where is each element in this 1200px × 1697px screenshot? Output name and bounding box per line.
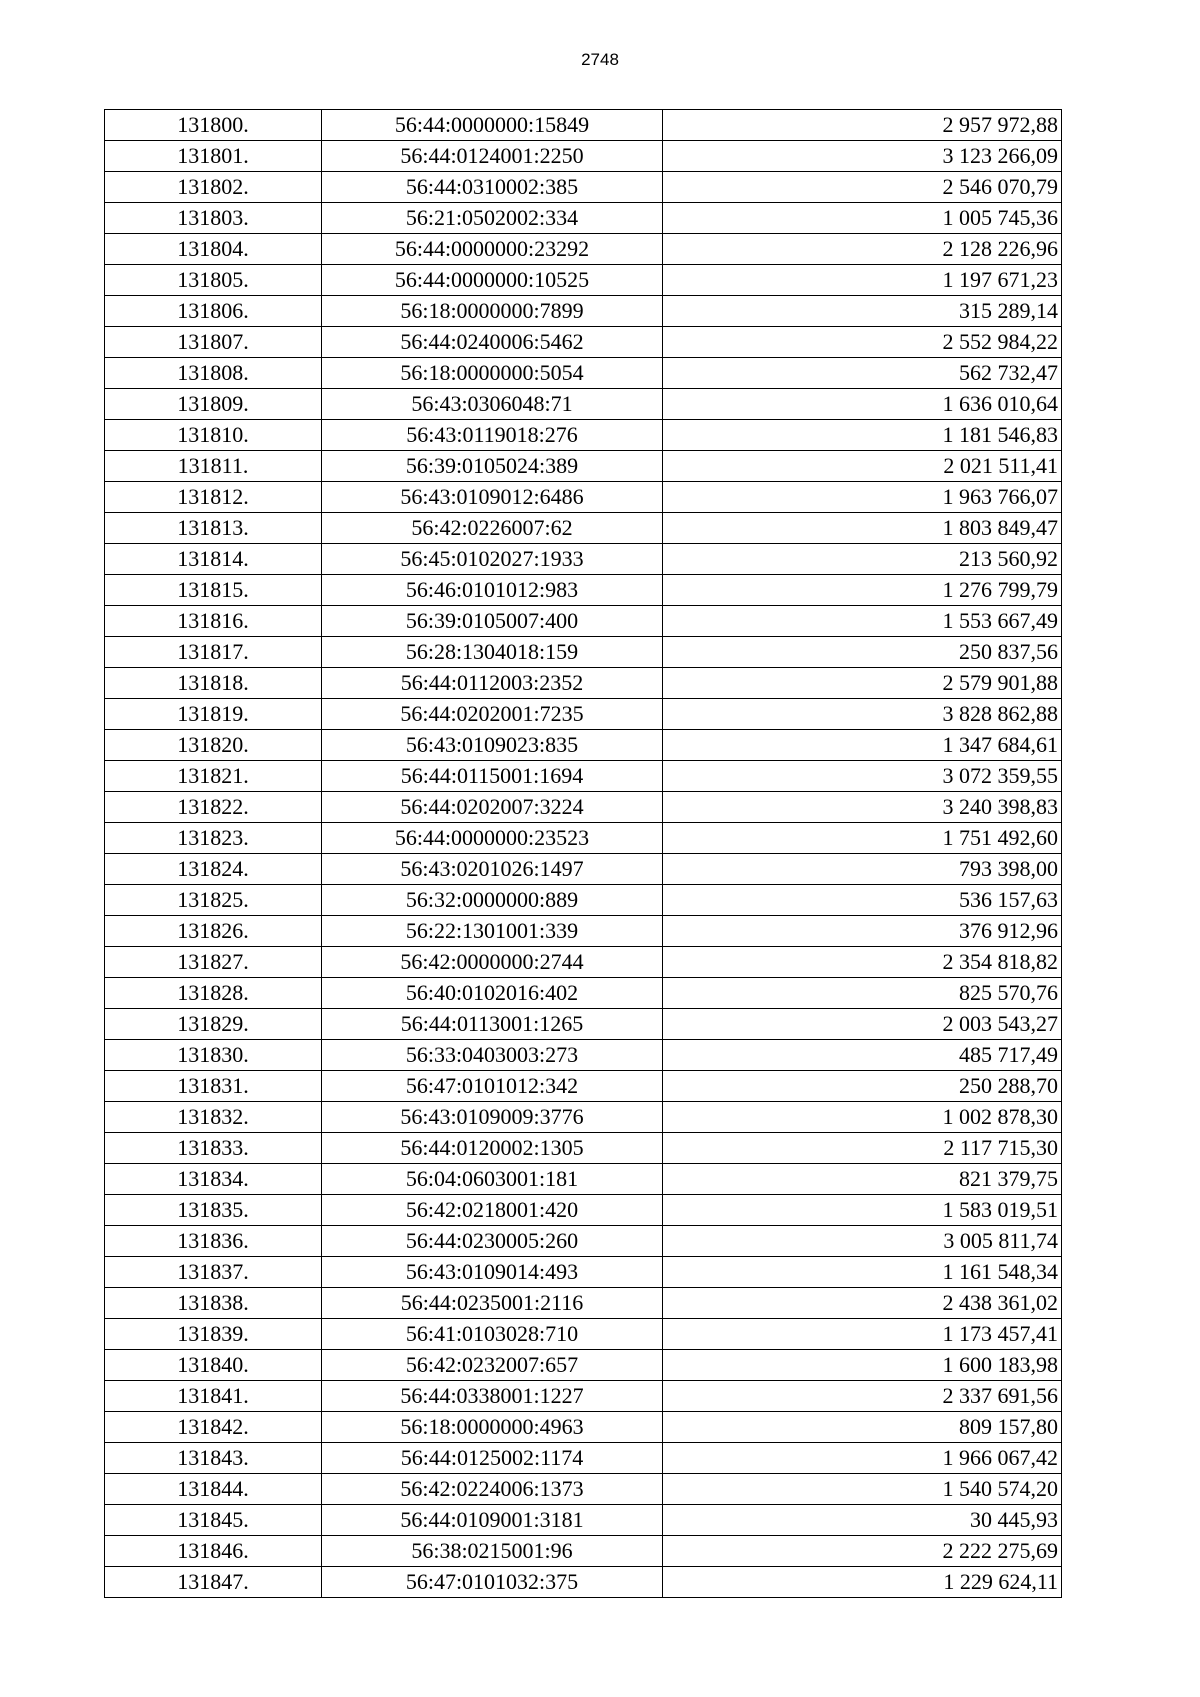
table-row: [105, 1350, 1062, 1381]
cadastral-value-cell: 485 717,49: [663, 1040, 1062, 1071]
cadastral-number-cell: 56:32:0000000:889: [322, 885, 663, 916]
cadastral-number-cell: 56:44:0000000:23523: [322, 823, 663, 854]
cadastral-value-cell: 2 579 901,88: [663, 668, 1062, 699]
table-row: [105, 1102, 1062, 1133]
row-number-cell: 131816.: [105, 606, 322, 637]
cadastral-value-cell: 2 546 070,79: [663, 172, 1062, 203]
row-number-cell: 131828.: [105, 978, 322, 1009]
cadastral-number-cell: 56:33:0403003:273: [322, 1040, 663, 1071]
cadastral-value-cell: 809 157,80: [663, 1412, 1062, 1443]
row-number-cell: 131842.: [105, 1412, 322, 1443]
cadastral-number-cell: 56:44:0120002:1305: [322, 1133, 663, 1164]
table-row: [105, 978, 1062, 1009]
cadastral-number-cell: 56:44:0112003:2352: [322, 668, 663, 699]
table-row: [105, 854, 1062, 885]
cadastral-number-cell: 56:42:0226007:62: [322, 513, 663, 544]
cadastral-value-cell: 3 828 862,88: [663, 699, 1062, 730]
cadastral-value-cell: 2 222 275,69: [663, 1536, 1062, 1567]
row-number-cell: 131802.: [105, 172, 322, 203]
cadastral-value-cell: 2 337 691,56: [663, 1381, 1062, 1412]
table-row: [105, 1474, 1062, 1505]
cadastral-value-cell: 1 002 878,30: [663, 1102, 1062, 1133]
cadastral-number-cell: 56:44:0202007:3224: [322, 792, 663, 823]
cadastral-value-cell: 2 957 972,88: [663, 110, 1062, 141]
table-row: [105, 916, 1062, 947]
page-number: 2748: [581, 50, 619, 69]
cadastral-number-cell: 56:18:0000000:4963: [322, 1412, 663, 1443]
table-row: [105, 668, 1062, 699]
row-number-cell: 131841.: [105, 1381, 322, 1412]
table-row: [105, 1164, 1062, 1195]
row-number-cell: 131800.: [105, 110, 322, 141]
cadastral-value-cell: 250 837,56: [663, 637, 1062, 668]
cadastral-number-cell: 56:44:0235001:2116: [322, 1288, 663, 1319]
table-row: [105, 1567, 1062, 1598]
row-number-cell: 131815.: [105, 575, 322, 606]
row-number-cell: 131808.: [105, 358, 322, 389]
cadastral-number-cell: 56:28:1304018:159: [322, 637, 663, 668]
cadastral-number-cell: 56:44:0113001:1265: [322, 1009, 663, 1040]
cadastral-value-cell: 1 540 574,20: [663, 1474, 1062, 1505]
cadastral-value-cell: 3 240 398,83: [663, 792, 1062, 823]
row-number-cell: 131838.: [105, 1288, 322, 1319]
cadastral-value-cell: 1 181 546,83: [663, 420, 1062, 451]
cadastral-number-cell: 56:18:0000000:5054: [322, 358, 663, 389]
table-row: [105, 1009, 1062, 1040]
cadastral-value-table: [104, 109, 1062, 1598]
row-number-cell: 131827.: [105, 947, 322, 978]
cadastral-number-cell: 56:21:0502002:334: [322, 203, 663, 234]
cadastral-number-cell: 56:44:0000000:23292: [322, 234, 663, 265]
cadastral-value-cell: 1 963 766,07: [663, 482, 1062, 513]
table-row: [105, 1443, 1062, 1474]
cadastral-number-cell: 56:44:0000000:15849: [322, 110, 663, 141]
table-row: [105, 606, 1062, 637]
table-row: [105, 1505, 1062, 1536]
row-number-cell: 131829.: [105, 1009, 322, 1040]
cadastral-number-cell: 56:44:0109001:3181: [322, 1505, 663, 1536]
cadastral-value-cell: 1 347 684,61: [663, 730, 1062, 761]
cadastral-number-cell: 56:43:0109023:835: [322, 730, 663, 761]
table-row: [105, 823, 1062, 854]
cadastral-value-cell: 821 379,75: [663, 1164, 1062, 1195]
row-number-cell: 131825.: [105, 885, 322, 916]
row-number-cell: 131833.: [105, 1133, 322, 1164]
cadastral-value-cell: 793 398,00: [663, 854, 1062, 885]
cadastral-value-cell: 3 072 359,55: [663, 761, 1062, 792]
cadastral-value-cell: 213 560,92: [663, 544, 1062, 575]
cadastral-number-cell: 56:47:0101032:375: [322, 1567, 663, 1598]
row-number-cell: 131843.: [105, 1443, 322, 1474]
table-row: [105, 389, 1062, 420]
table-row: [105, 482, 1062, 513]
table-row: [105, 234, 1062, 265]
table-row: [105, 358, 1062, 389]
row-number-cell: 131801.: [105, 141, 322, 172]
cadastral-value-cell: 2 003 543,27: [663, 1009, 1062, 1040]
table-row: [105, 885, 1062, 916]
cadastral-value-cell: 2 552 984,22: [663, 327, 1062, 358]
cadastral-value-cell: 1 553 667,49: [663, 606, 1062, 637]
table-row: [105, 730, 1062, 761]
row-number-cell: 131836.: [105, 1226, 322, 1257]
table-row: [105, 1381, 1062, 1412]
cadastral-value-cell: 1 751 492,60: [663, 823, 1062, 854]
row-number-cell: 131844.: [105, 1474, 322, 1505]
cadastral-value-cell: 250 288,70: [663, 1071, 1062, 1102]
cadastral-number-cell: 56:43:0109014:493: [322, 1257, 663, 1288]
table-row: [105, 1412, 1062, 1443]
cadastral-number-cell: 56:42:0000000:2744: [322, 947, 663, 978]
row-number-cell: 131839.: [105, 1319, 322, 1350]
row-number-cell: 131824.: [105, 854, 322, 885]
table-row: [105, 203, 1062, 234]
row-number-cell: 131832.: [105, 1102, 322, 1133]
table-row: [105, 265, 1062, 296]
cadastral-number-cell: 56:18:0000000:7899: [322, 296, 663, 327]
cadastral-value-cell: 1 161 548,34: [663, 1257, 1062, 1288]
row-number-cell: 131809.: [105, 389, 322, 420]
cadastral-value-cell: 30 445,93: [663, 1505, 1062, 1536]
row-number-cell: 131803.: [105, 203, 322, 234]
row-number-cell: 131818.: [105, 668, 322, 699]
cadastral-value-cell: 1 276 799,79: [663, 575, 1062, 606]
cadastral-number-cell: 56:44:0230005:260: [322, 1226, 663, 1257]
cadastral-value-cell: 2 021 511,41: [663, 451, 1062, 482]
row-number-cell: 131847.: [105, 1567, 322, 1598]
row-number-cell: 131821.: [105, 761, 322, 792]
cadastral-number-cell: 56:44:0310002:385: [322, 172, 663, 203]
table-row: [105, 513, 1062, 544]
cadastral-number-cell: 56:43:0109009:3776: [322, 1102, 663, 1133]
cadastral-value-cell: 3 005 811,74: [663, 1226, 1062, 1257]
cadastral-value-cell: 1 005 745,36: [663, 203, 1062, 234]
table-row: [105, 141, 1062, 172]
row-number-cell: 131823.: [105, 823, 322, 854]
row-number-cell: 131810.: [105, 420, 322, 451]
cadastral-number-cell: 56:44:0125002:1174: [322, 1443, 663, 1474]
cadastral-number-cell: 56:45:0102027:1933: [322, 544, 663, 575]
cadastral-number-cell: 56:43:0306048:71: [322, 389, 663, 420]
cadastral-value-cell: 1 173 457,41: [663, 1319, 1062, 1350]
table-row: [105, 575, 1062, 606]
cadastral-number-cell: 56:22:1301001:339: [322, 916, 663, 947]
cadastral-number-cell: 56:41:0103028:710: [322, 1319, 663, 1350]
table-row: [105, 1133, 1062, 1164]
cadastral-value-cell: 1 197 671,23: [663, 265, 1062, 296]
cadastral-number-cell: 56:47:0101012:342: [322, 1071, 663, 1102]
cadastral-number-cell: 56:42:0218001:420: [322, 1195, 663, 1226]
cadastral-number-cell: 56:44:0338001:1227: [322, 1381, 663, 1412]
cadastral-number-cell: 56:44:0124001:2250: [322, 141, 663, 172]
cadastral-number-cell: 56:43:0119018:276: [322, 420, 663, 451]
table-row: [105, 1319, 1062, 1350]
table-row: [105, 699, 1062, 730]
row-number-cell: 131807.: [105, 327, 322, 358]
cadastral-value-cell: 376 912,96: [663, 916, 1062, 947]
row-number-cell: 131805.: [105, 265, 322, 296]
cadastral-value-cell: 315 289,14: [663, 296, 1062, 327]
row-number-cell: 131837.: [105, 1257, 322, 1288]
row-number-cell: 131817.: [105, 637, 322, 668]
cadastral-number-cell: 56:43:0109012:6486: [322, 482, 663, 513]
cadastral-number-cell: 56:44:0115001:1694: [322, 761, 663, 792]
cadastral-value-cell: 1 583 019,51: [663, 1195, 1062, 1226]
table-row: [105, 110, 1062, 141]
cadastral-number-cell: 56:42:0232007:657: [322, 1350, 663, 1381]
table-row: [105, 172, 1062, 203]
cadastral-value-cell: 2 128 226,96: [663, 234, 1062, 265]
table-row: [105, 947, 1062, 978]
table-row: [105, 451, 1062, 482]
table-body: [105, 110, 1062, 1598]
cadastral-value-cell: 1 803 849,47: [663, 513, 1062, 544]
row-number-cell: 131830.: [105, 1040, 322, 1071]
table-row: [105, 1257, 1062, 1288]
table-row: [105, 637, 1062, 668]
row-number-cell: 131806.: [105, 296, 322, 327]
cadastral-number-cell: 56:39:0105024:389: [322, 451, 663, 482]
table-row: [105, 761, 1062, 792]
cadastral-number-cell: 56:04:0603001:181: [322, 1164, 663, 1195]
row-number-cell: 131820.: [105, 730, 322, 761]
cadastral-value-cell: 2 117 715,30: [663, 1133, 1062, 1164]
row-number-cell: 131822.: [105, 792, 322, 823]
cadastral-number-cell: 56:44:0202001:7235: [322, 699, 663, 730]
cadastral-value-cell: 1 600 183,98: [663, 1350, 1062, 1381]
table-row: [105, 1040, 1062, 1071]
row-number-cell: 131846.: [105, 1536, 322, 1567]
cadastral-number-cell: 56:42:0224006:1373: [322, 1474, 663, 1505]
row-number-cell: 131819.: [105, 699, 322, 730]
table-row: [105, 544, 1062, 575]
table-row: [105, 296, 1062, 327]
row-number-cell: 131814.: [105, 544, 322, 575]
table-row: [105, 327, 1062, 358]
row-number-cell: 131811.: [105, 451, 322, 482]
table-row: [105, 1071, 1062, 1102]
cadastral-value-cell: 2 438 361,02: [663, 1288, 1062, 1319]
cadastral-value-cell: 562 732,47: [663, 358, 1062, 389]
row-number-cell: 131845.: [105, 1505, 322, 1536]
row-number-cell: 131826.: [105, 916, 322, 947]
row-number-cell: 131835.: [105, 1195, 322, 1226]
table-row: [105, 1536, 1062, 1567]
cadastral-number-cell: 56:44:0000000:10525: [322, 265, 663, 296]
table-row: [105, 1226, 1062, 1257]
row-number-cell: 131812.: [105, 482, 322, 513]
table-row: [105, 1288, 1062, 1319]
cadastral-value-cell: 536 157,63: [663, 885, 1062, 916]
row-number-cell: 131840.: [105, 1350, 322, 1381]
cadastral-number-cell: 56:40:0102016:402: [322, 978, 663, 1009]
table-row: [105, 792, 1062, 823]
row-number-cell: 131804.: [105, 234, 322, 265]
cadastral-number-cell: 56:39:0105007:400: [322, 606, 663, 637]
row-number-cell: 131834.: [105, 1164, 322, 1195]
table-row: [105, 1195, 1062, 1226]
cadastral-value-cell: 825 570,76: [663, 978, 1062, 1009]
cadastral-number-cell: 56:38:0215001:96: [322, 1536, 663, 1567]
cadastral-number-cell: 56:46:0101012:983: [322, 575, 663, 606]
cadastral-value-cell: 1 966 067,42: [663, 1443, 1062, 1474]
row-number-cell: 131813.: [105, 513, 322, 544]
row-number-cell: 131831.: [105, 1071, 322, 1102]
cadastral-value-cell: 1 229 624,11: [663, 1567, 1062, 1598]
cadastral-number-cell: 56:43:0201026:1497: [322, 854, 663, 885]
cadastral-value-cell: 1 636 010,64: [663, 389, 1062, 420]
table-row: [105, 420, 1062, 451]
cadastral-number-cell: 56:44:0240006:5462: [322, 327, 663, 358]
cadastral-value-cell: 3 123 266,09: [663, 141, 1062, 172]
cadastral-value-cell: 2 354 818,82: [663, 947, 1062, 978]
